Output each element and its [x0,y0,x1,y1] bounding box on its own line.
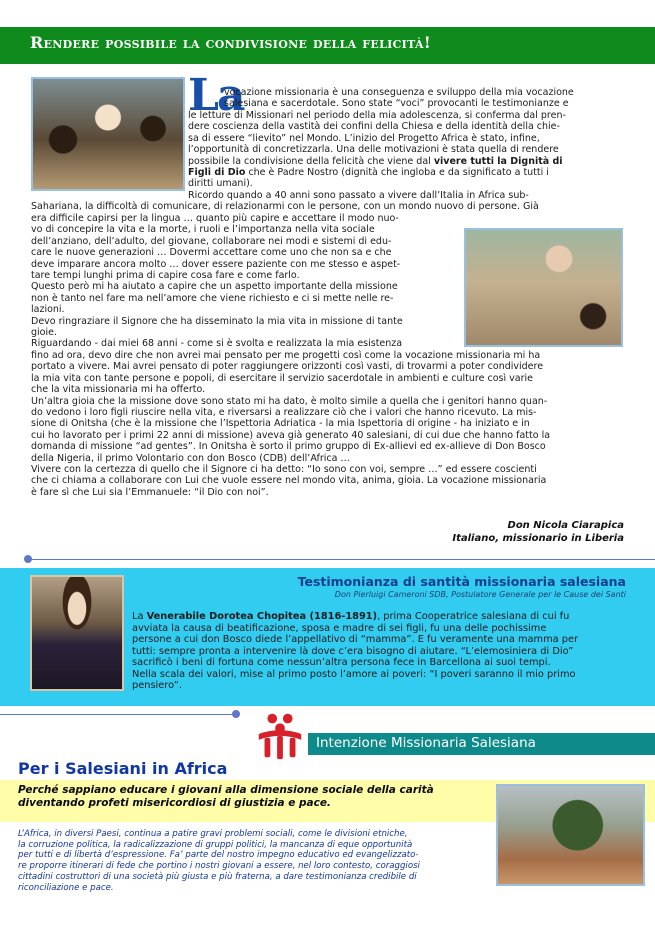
text-line: è fare sì che Lui sia l’Emmanuele: “il Dio con noi”. [31,486,269,498]
intention-band-label: Intenzione Missionaria Salesiana [316,735,536,751]
text-line: Devo ringraziare il Signore che ha disseminato la mia vita in missione di tante [31,315,403,327]
text-span: La [132,611,144,622]
text-line [132,611,626,623]
text-line: deve imparare ancora molto … dover essere paziente con me stesso e aspet- [31,258,401,270]
text-line: Sahariana, la difficoltà di comunicare, di relazionarmi con le persone, con un mondo nuovo di persone. Già [31,201,539,212]
text-line: dell’anziano, dell’adulto, del giovane, collaborare nei modi e sistemi di edu- [31,235,392,247]
text-line [188,156,624,167]
text-line: Riguardando - dai miei 68 anni - come si è svolta e realizzata la mia esistenza [31,338,403,350]
salesian-logo-icon [251,705,309,763]
text-line: Un’altra gioia che la missione dove sono stato mi ha dato, è molto simile a quella che i genitori hanno quan- [31,395,548,407]
text-line: salesiana e sacerdotale. Sono state “voci” provocanti le testimonianze e [224,98,569,110]
text-line: portato a vivere. Mai avrei pensato di poter raggiungere orizzonti così vasti, di trovarmi a poter condividere [31,361,544,373]
signature-role: Italiano, missionario in Liberia [452,533,624,544]
drop-cap: La [188,70,244,121]
text-line: Vivere con la certezza di quello che il Signore ci ha detto: “Io sono con voi, sempre …” ed essere coscienti [31,464,537,476]
text-line: cui ho lavorato per i primi 22 anni di missione) aveva già generato 40 salesiani, di cui due che hanno fatto la [31,429,551,441]
divider-dot [232,710,240,718]
photo-children-running [496,784,645,886]
intention-body [18,829,493,893]
text-line: cittadini costruttori di una società più giusta e più fraterna, a dare testimonianza credibile di [18,871,417,882]
bold-phrase: vivere tutti la Dignità di [433,155,563,167]
text-line: Nella scala dei valori, mise al primo posto l’amore ai poveri: “I poveri saranno il mio primo [132,668,576,680]
text-line: le letture di Missionari nel periodo della mia adolescenza, si conferma dal pren- [188,110,566,121]
text-line: Questo però mi ha aiutato a capire che un aspetto importante della missione [31,281,398,293]
text-line: la mia vita con tante persone e popoli, di esercitare il servizio sacerdotale in ambienti e culture così varie [31,372,533,384]
text-line: avviata la causa di beatificazione, sposa e madre di sei figli, fu una delle pochissime [132,622,547,634]
text-span: , prima Cooperatrice salesiana di cui fu [377,611,570,622]
text-line: dere coscienza della vastità dei confini della Chiesa e della identità della chie- [188,121,560,133]
text-line: per tutti e di libertà d’espressione. Fa’ parte del nostro impegno educativo ed evangelizzato- [18,850,419,861]
text-line: che la vita missionaria mi ha offerto. [31,384,206,396]
testimony-text [132,611,626,692]
article-paragraph-3 [31,350,624,498]
text-line: la corruzione politica, la radicalizzazione di gruppi politici, la mancanza di eque opportunità [18,839,413,850]
testimony-title: Testimonianza di santità missionaria salesiana [297,574,626,589]
text-line [188,167,624,178]
text-line: diritti umani). [188,178,253,190]
text-line: L’Africa, in diversi Paesi, continua a patire gravi problemi sociali, come le divisioni etniche, [18,829,408,839]
text-line: vo di concepire la vita e la morte, i ruoli e l’importanza nella vita sociale [31,224,375,236]
article-paragraph-1-cont [188,110,624,201]
bold-phrase: Figli di Dio [188,167,246,179]
text-line: vocazione missionaria è una conseguenza e sviluppo della mia vocazione [224,87,574,98]
text-line: care le nuove generazioni … Dovermi accettare come uno che non sa e che [31,247,392,259]
signature-name: Don Nicola Ciarapica [507,520,624,531]
prayer-text: Perché sappiano educare i giovani alla dimensione sociale della carità diventando profeti misericordiosi di giustizia e pace. [18,784,434,809]
text-line: sa di essere “lievito” nel Mondo. L’inizio del Progetto Africa è stato, infine, [188,132,540,144]
portrait-dorotea-chopitea [30,575,124,691]
text-line: fino ad ora, devo dire che non avrei mai pensato per me progetti così come la vocazione missionaria mi ha [31,350,541,361]
divider-line [28,559,655,560]
article-paragraph-1 [224,87,624,110]
text-line: tare tempi lunghi prima di capire cosa fare e come farlo. [31,270,300,282]
text-line: che ci chiama a collaborare con Lui che vuole essere nel mondo vita, anima, gioia. La vocazione missionaria [31,475,547,487]
text-line: della Nigeria, il primo Volontario con don Bosco (CDB) dell’Africa … [31,452,350,464]
text-line: riconciliazione e pace. [18,882,114,893]
page-title: Rendere possibile la condivisione della felicità! [30,33,432,52]
photo-missionary-at-pump [464,228,623,347]
text-span: possibile la condivisione della felicità che viene dal [188,155,431,167]
text-line: gioie. [31,327,57,339]
text-line: tutti: sempre pronta a intervenire là dove c’era bisogno di aiutare. “L’elemosiniera di Dio” [132,645,574,657]
divider-line [0,714,236,715]
text-line: re proporre itinerari di fede che portino i nostri giovani a essere, nel loro contesto, coraggiosi [18,861,420,872]
text-line: non è tanto nel fare ma nell’amore che viene richiesto e ci si mette nelle re- [31,292,394,304]
photo-missionary-with-children [31,77,185,191]
text-line: lazioni. [31,304,65,316]
testimony-subtitle: Don Pierluigi Cameroni SDB, Postulatore Generale per le Cause dei Santi [334,590,626,599]
text-line: l’opportunità di concretizzarla. Una delle motivazioni è stata quella di rendere [188,144,559,156]
article-paragraph-2 [31,201,624,212]
divider-dot [24,555,32,563]
text-line: persone a cui don Bosco diede l’appellativo di “mamma”. E fu veramente una mamma per [132,634,578,645]
text-line: era difficile capirsi per la lingua … quanto più capire e accettare il modo nuo- [31,213,399,224]
text-span: che è Padre Nostro (dignità che ingloba e da significato a tutti i [248,167,549,179]
text-line: pensiero”. [132,680,182,691]
signature [330,519,624,545]
text-line: sacrificò i beni di fortuna come nessun’altra persona fece in Barcellona ai suoi tempi. [132,657,551,668]
text-line: sione di Onitsha (che è la missione che l’Ispettoria Adriatica - la mia Ispettoria di origine - ha iniziato e in [31,418,530,430]
text-line: Ricordo quando a 40 anni sono passato a vivere dall’Italia in Africa sub- [188,189,529,201]
text-line: do vedono i loro figli riuscire nella vita, e riversarsi a realizzare ciò che i valori che hanno ricevuto. La mis- [31,407,537,419]
article-paragraph-2-narrow [31,213,457,350]
text-line: domanda di missione “ad gentes”. In Onitsha è sorto il primo gruppo di Ex-allievi ed ex-allieve di Don Bosco [31,441,546,453]
intention-title: Per i Salesiani in Africa [18,759,228,778]
bold-name: Venerabile Dorotea Chopitea (1816-1891) [146,611,378,622]
